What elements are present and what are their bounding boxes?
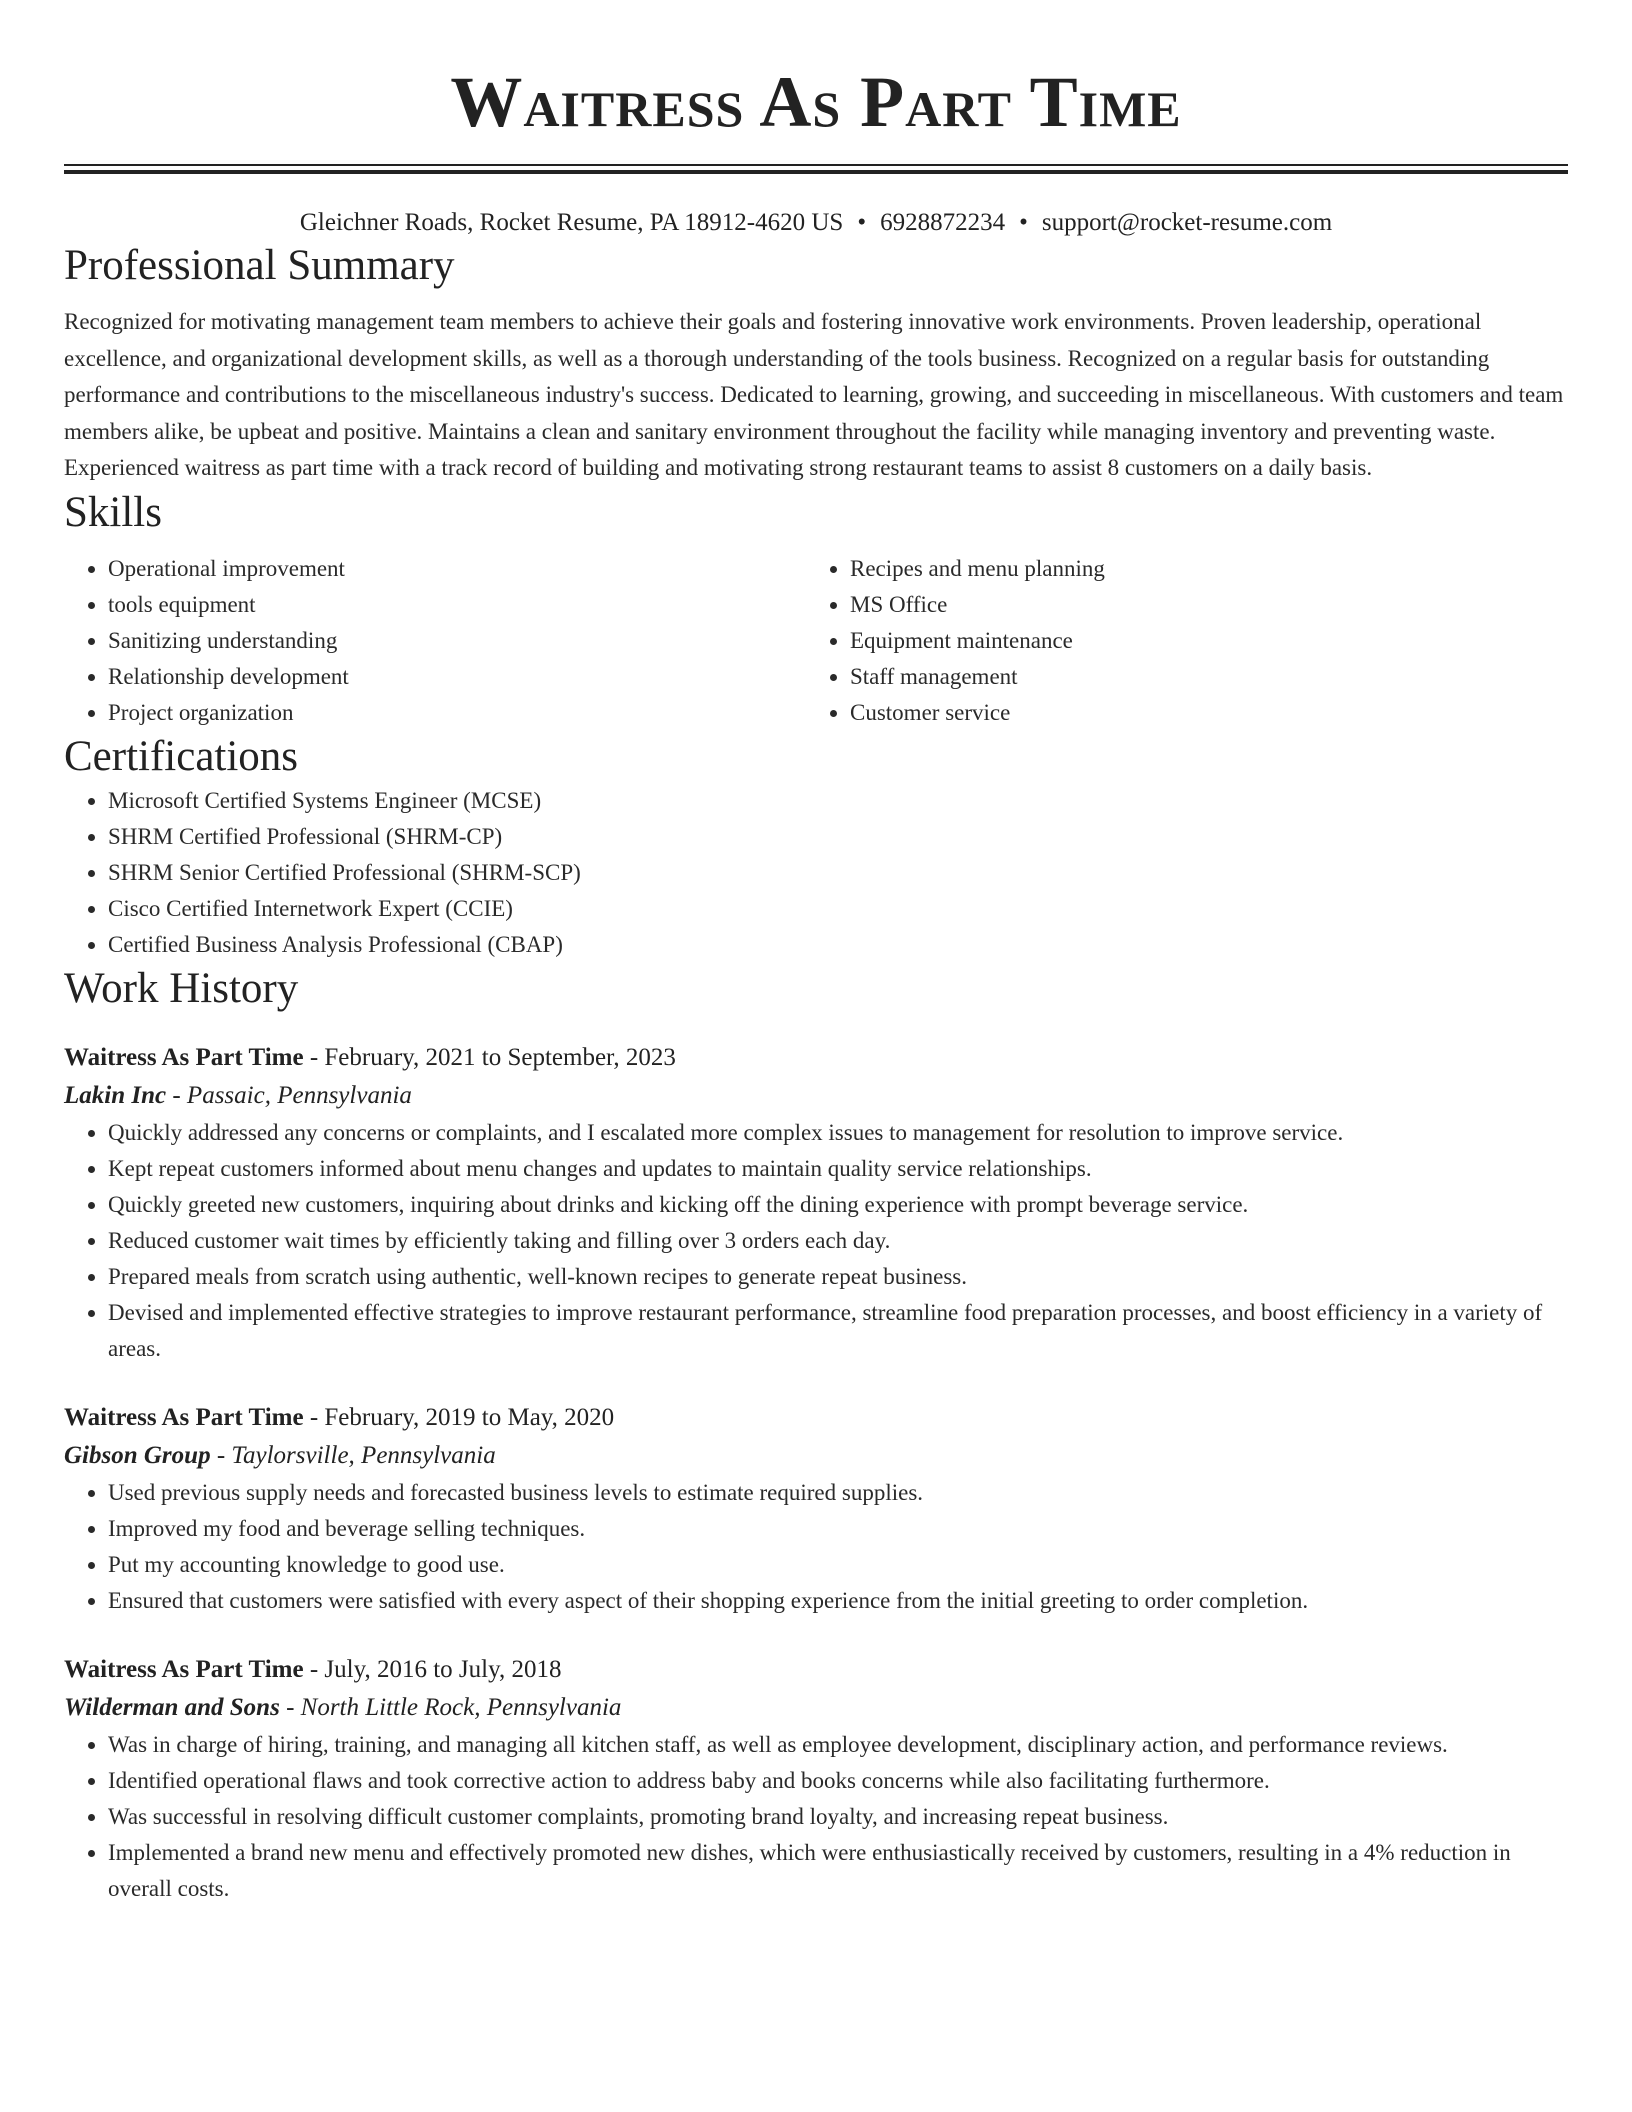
skills-heading: Skills xyxy=(64,488,162,536)
job-duty-item: • Reduced customer wait times by efficiently taking and filling over 3 orders each day. xyxy=(108,1223,1568,1259)
contact-email: support@rocket-resume.com xyxy=(1041,209,1333,236)
job-company-line xyxy=(64,1077,1568,1115)
job-title: Waitress As Part Time xyxy=(64,1403,304,1431)
job-dates: - July, 2016 to July, 2018 xyxy=(309,1655,562,1683)
job-dates: - February, 2021 to September, 2023 xyxy=(309,1043,676,1071)
job-duty-item: • Devised and implemented effective strategies to improve restaurant performance, streamline food preparation processes, and boost efficiency in a variety of areas. xyxy=(108,1295,1568,1367)
job-duty-item: • Was successful in resolving difficult customer complaints, promoting brand loyalty, and increasing repeat business. xyxy=(108,1799,1568,1835)
job-duty-item: • Quickly greeted new customers, inquiring about drinks and kicking off the dining experience with prompt beverage service. xyxy=(108,1187,1568,1223)
job-entry xyxy=(64,1651,1568,1907)
skill-item: • Project organization xyxy=(108,695,806,731)
skills-list-left xyxy=(64,551,806,731)
contact-line xyxy=(64,206,1568,240)
skill-item: • Equipment maintenance xyxy=(850,623,1548,659)
certifications-list xyxy=(64,783,1568,963)
job-duty-item: • Quickly addressed any concerns or complaints, and I escalated more complex issues to management for resolution to improve service. xyxy=(108,1115,1568,1151)
skill-item: • Operational improvement xyxy=(108,551,806,587)
skill-item: • Customer service xyxy=(850,695,1548,731)
skill-item: • tools equipment xyxy=(108,587,806,623)
skills-columns xyxy=(64,551,1568,731)
job-duty-item: • Implemented a brand new menu and effectively promoted new dishes, which were enthusiastically received by customers, resulting in a 4% reduction in overall costs. xyxy=(108,1835,1568,1907)
job-location: - Passaic, Pennsylvania xyxy=(172,1081,412,1109)
skill-item: • Relationship development xyxy=(108,659,806,695)
certification-item: • Cisco Certified Internetwork Expert (CCIE) xyxy=(108,891,1568,927)
work-history-heading: Work History xyxy=(64,964,299,1012)
job-location: - North Little Rock, Pennsylvania xyxy=(286,1693,622,1721)
job-company-line xyxy=(64,1437,1568,1475)
job-title-line xyxy=(64,1399,1568,1437)
contact-address: Gleichner Roads, Rocket Resume, PA 18912-4620 US xyxy=(299,209,844,236)
certification-item: • SHRM Senior Certified Professional (SHRM-SCP) xyxy=(108,855,1568,891)
job-duties-list xyxy=(64,1475,1568,1619)
certification-item: • SHRM Certified Professional (SHRM-CP) xyxy=(108,819,1568,855)
summary-heading: Professional Summary xyxy=(64,242,455,289)
skill-item: • Staff management xyxy=(850,659,1548,695)
contact-separator: • xyxy=(857,209,867,236)
job-title: Waitress As Part Time xyxy=(64,1043,304,1071)
job-dates: - February, 2019 to May, 2020 xyxy=(309,1403,615,1431)
job-company: Wilderman and Sons xyxy=(64,1693,280,1721)
job-location: - Taylorsville, Pennsylvania xyxy=(216,1441,496,1469)
job-duty-item: • Was in charge of hiring, training, and managing all kitchen staff, as well as employee development, disciplinary action, and performance reviews. xyxy=(108,1727,1568,1763)
skill-item: • Recipes and menu planning xyxy=(850,551,1548,587)
skill-item: • Sanitizing understanding xyxy=(108,623,806,659)
job-duty-item: • Prepared meals from scratch using authentic, well-known recipes to generate repeat business. xyxy=(108,1259,1568,1295)
job-title-line xyxy=(64,1651,1568,1689)
skill-item: • MS Office xyxy=(850,587,1548,623)
job-title-line xyxy=(64,1039,1568,1077)
job-duty-item: • Kept repeat customers informed about menu changes and updates to maintain quality service relationships. xyxy=(108,1151,1568,1187)
summary-text: Recognized for motivating management team members to achieve their goals and fostering innovative work environments. Proven leadership, operational excellence, and organizational development skills, as well as a thorough understanding of the tools business. Recognized on a regular basis for outstanding performance and contributions to the miscellaneous industry's success. Dedicated to learning, growing, and succeeding in miscellaneous. With customers and team members alike, be upbeat and positive. Maintains a clean and sanitary environment throughout the facility while managing inventory and preventing waste. Experienced waitress as part time with a track record of building and motivating strong restaurant teams to assist 8 customers on a daily basis. xyxy=(64,309,1564,480)
job-duty-item: • Used previous supply needs and forecasted business levels to estimate required supplies. xyxy=(108,1475,1568,1511)
skills-column-right xyxy=(806,551,1548,731)
certification-item: • Microsoft Certified Systems Engineer (MCSE) xyxy=(108,783,1568,819)
job-duty-item: • Ensured that customers were satisfied with every aspect of their shopping experience from the initial greeting to order completion. xyxy=(108,1583,1568,1619)
job-title: Waitress As Part Time xyxy=(64,1655,304,1683)
job-duty-item: • Improved my food and beverage selling techniques. xyxy=(108,1511,1568,1547)
job-duty-item: • Put my accounting knowledge to good use. xyxy=(108,1547,1568,1583)
job-entry xyxy=(64,1399,1568,1619)
skills-column-left xyxy=(64,551,806,731)
job-duties-list xyxy=(64,1727,1568,1907)
job-entry xyxy=(64,1039,1568,1367)
job-company: Gibson Group xyxy=(64,1441,211,1469)
job-duty-item: • Identified operational flaws and took corrective action to address baby and books concerns while also facilitating furthermore. xyxy=(108,1763,1568,1799)
certification-item: • Certified Business Analysis Professional (CBAP) xyxy=(108,927,1568,963)
certifications-heading: Certifications xyxy=(64,732,299,780)
title-divider xyxy=(64,164,1568,174)
job-company-line xyxy=(64,1689,1568,1727)
page-title: Waitress As Part Time xyxy=(450,62,1182,142)
contact-phone: 6928872234 xyxy=(880,209,1006,236)
job-duties-list xyxy=(64,1115,1568,1367)
job-company: Lakin Inc xyxy=(64,1081,167,1109)
contact-separator: • xyxy=(1019,209,1028,236)
skills-list-right xyxy=(806,551,1548,731)
